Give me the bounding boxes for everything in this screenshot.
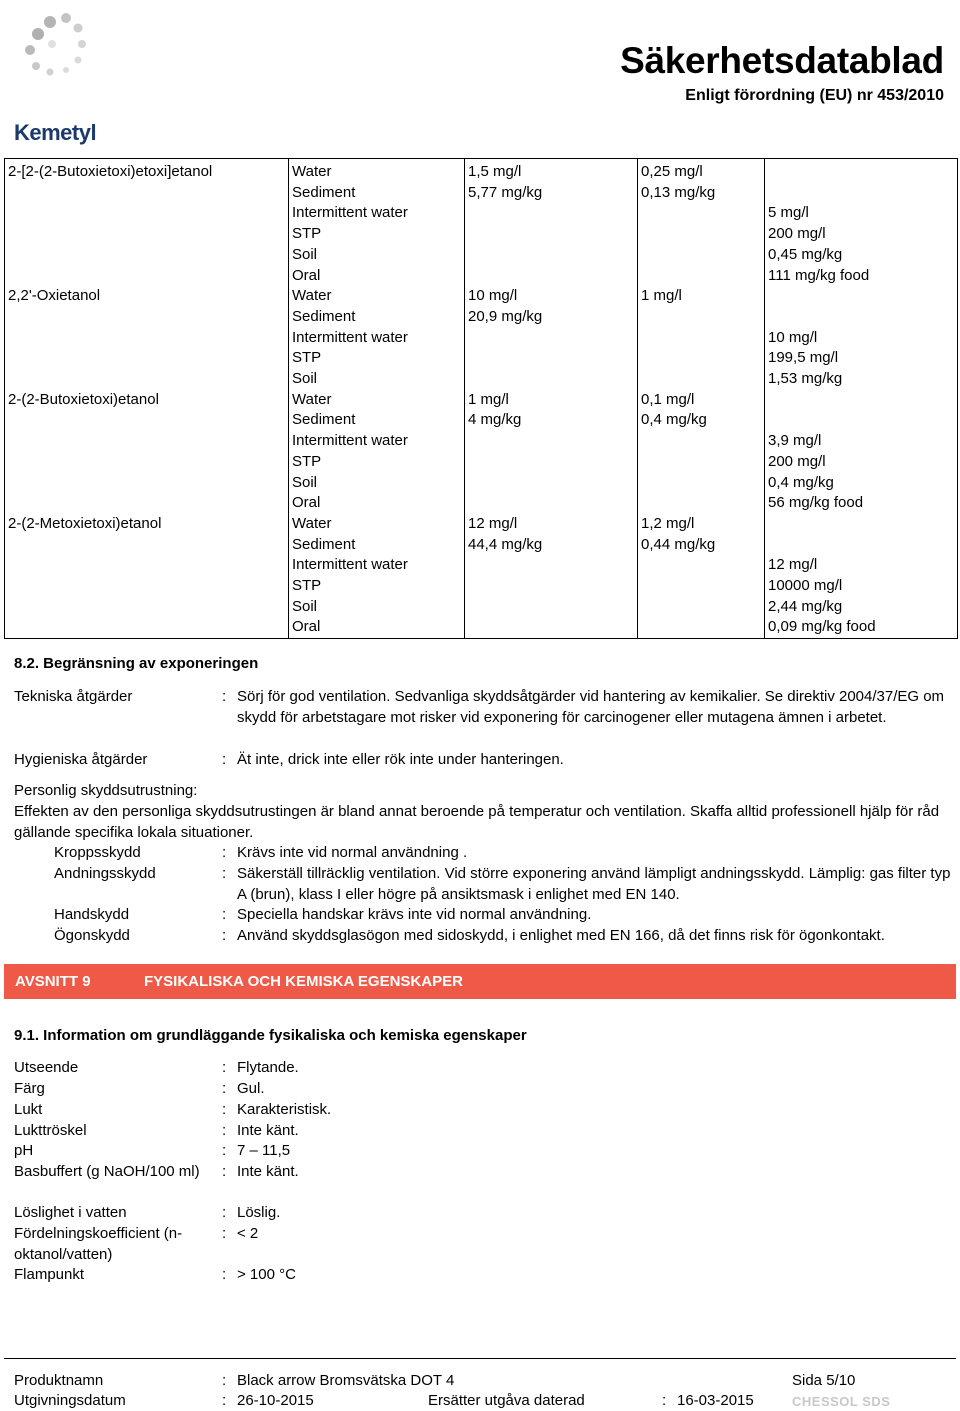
compartment-cell: Soil xyxy=(292,597,318,615)
table-row xyxy=(5,203,957,223)
colon: : xyxy=(662,1392,667,1409)
property-row xyxy=(14,1162,958,1203)
table-row xyxy=(5,286,957,306)
property-label: Lukt xyxy=(14,1101,43,1118)
product-name-value: Black arrow Bromsvätska DOT 4 xyxy=(237,1372,455,1389)
value-cell: 0,4 mg/kg xyxy=(641,411,707,429)
value-cell: 1,2 mg/l xyxy=(641,514,695,532)
body-protection-label: Kroppsskydd xyxy=(54,844,141,861)
property-value: Löslig. xyxy=(237,1204,281,1221)
substance-cell: 2-(2-Metoxietoxi)etanol xyxy=(8,514,162,532)
issue-date-value: 26-10-2015 xyxy=(237,1392,314,1409)
colon: : xyxy=(222,1392,227,1409)
property-row xyxy=(14,1141,958,1162)
property-label: pH xyxy=(14,1142,34,1159)
property-row xyxy=(14,1121,958,1142)
compartment-cell: STP xyxy=(292,225,322,243)
compartment-cell: Oral xyxy=(292,618,321,636)
colon: : xyxy=(222,1101,227,1118)
value-cell: 1 mg/l xyxy=(641,287,682,305)
colon: : xyxy=(222,751,227,768)
compartment-cell: Intermittent water xyxy=(292,204,408,222)
value-cell: 1 mg/l xyxy=(468,390,509,408)
technical-measures-value: Sörj för god ventilation. Sedvanliga skyddsåtgärder vid hantering av kemikalier. Se direktiv 2004/37/EG om skydd för arbetstagare mot risker vid exponering för carcinogener eller mutagena ämnen i arbetet. xyxy=(237,688,945,726)
property-label: Lukttröskel xyxy=(14,1122,87,1139)
value-cell: 1,5 mg/l xyxy=(468,163,522,180)
property-row xyxy=(14,1224,958,1265)
colon: : xyxy=(222,844,227,861)
compartment-cell: Sediment xyxy=(292,411,356,429)
compartment-cell: Oral xyxy=(292,494,321,512)
colon: : xyxy=(222,865,227,882)
value-cell: 3,9 mg/l xyxy=(768,432,822,450)
compartment-cell: Water xyxy=(292,163,332,180)
document-subtitle: Enligt förordning (EU) nr 453/2010 xyxy=(685,87,944,104)
value-cell: 0,44 mg/kg xyxy=(641,535,716,553)
value-cell: 10 mg/l xyxy=(468,287,518,305)
table-row xyxy=(5,617,957,637)
document-title: Säkerhetsdatablad xyxy=(620,40,944,81)
colon: : xyxy=(222,1122,227,1139)
table-row xyxy=(5,390,957,410)
compartment-cell: STP xyxy=(292,452,322,470)
colon: : xyxy=(222,688,227,705)
substance-cell: 2-(2-Butoxietoxi)etanol xyxy=(8,390,159,408)
value-cell: 0,25 mg/l xyxy=(641,163,703,180)
table-row xyxy=(5,493,957,513)
table-row xyxy=(5,348,957,368)
section-9-1-heading: 9.1. Information om grundläggande fysikaliska och kemiska egenskaper xyxy=(14,1027,527,1044)
property-value: Gul. xyxy=(237,1080,265,1097)
value-cell: 111 mg/kg food xyxy=(768,266,870,284)
section-9-bar xyxy=(4,964,956,999)
colon: : xyxy=(222,927,227,944)
body-protection-value: Krävs inte vid normal användning . xyxy=(237,844,468,861)
value-cell: 56 mg/kg food xyxy=(768,494,864,512)
colon: : xyxy=(222,1142,227,1159)
table-row xyxy=(5,473,957,493)
value-cell: 1,53 mg/kg xyxy=(768,370,843,387)
table-row xyxy=(5,245,957,265)
colon: : xyxy=(222,1080,227,1097)
value-cell: 2,44 mg/kg xyxy=(768,597,843,615)
brand-name: Kemetyl xyxy=(14,120,97,145)
property-row xyxy=(14,1058,958,1079)
value-cell: 0,1 mg/l xyxy=(641,390,695,408)
property-value: > 100 °C xyxy=(237,1266,296,1283)
property-row xyxy=(14,1265,958,1286)
table-row xyxy=(5,514,957,534)
table-row xyxy=(5,224,957,244)
table-row xyxy=(5,431,957,451)
colon: : xyxy=(222,1059,227,1076)
value-cell: 5 mg/l xyxy=(768,204,809,222)
compartment-cell: Water xyxy=(292,514,332,532)
compartment-cell: Intermittent water xyxy=(292,432,408,450)
value-cell: 200 mg/l xyxy=(768,225,826,243)
property-row xyxy=(14,1203,958,1224)
colon: : xyxy=(222,1204,227,1221)
value-cell: 0,13 mg/kg xyxy=(641,183,716,201)
section-8-2-heading: 8.2. Begränsning av exponeringen xyxy=(14,655,259,672)
value-cell: 10000 mg/l xyxy=(768,577,843,594)
compartment-cell: Sediment xyxy=(292,183,356,201)
eye-protection-label: Ögonskydd xyxy=(54,927,130,944)
property-value: Flytande. xyxy=(237,1059,299,1076)
property-value: 7 – 11,5 xyxy=(237,1142,291,1159)
table-row xyxy=(5,328,957,348)
value-cell: 12 mg/l xyxy=(768,556,818,574)
hygiene-measures-value: Ät inte, drick inte eller rök inte under hanteringen. xyxy=(237,751,564,768)
table-row xyxy=(5,307,957,327)
product-name-label: Produktnamn xyxy=(14,1372,104,1389)
technical-measures-label: Tekniska åtgärder xyxy=(14,688,133,705)
hand-protection-label: Handskydd xyxy=(54,906,130,923)
ppe-intro: Effekten av den personliga skyddsutrustingen är bland annat beroende på temperatur och ventilation. Skaffa alltid professionell hjälp för råd gällande specifika lokala situationer. xyxy=(14,803,940,841)
colon: : xyxy=(222,906,227,923)
table-row xyxy=(5,369,957,389)
eye-protection-value: Använd skyddsglasögon med sidoskydd, i enlighet med EN 166, då det finns risk för ögonkontakt. xyxy=(237,927,885,944)
table-row xyxy=(5,576,957,596)
replaces-date-value: 16-03-2015 xyxy=(677,1392,754,1409)
compartment-cell: Intermittent water xyxy=(292,556,408,574)
value-cell: 20,9 mg/kg xyxy=(468,307,543,325)
value-cell: 0,4 mg/kg xyxy=(768,473,834,491)
value-cell: 200 mg/l xyxy=(768,452,826,470)
compartment-cell: Water xyxy=(292,390,332,408)
table-row xyxy=(5,535,957,555)
replaces-label: Ersätter utgåva daterad xyxy=(428,1392,585,1409)
colon: : xyxy=(222,1372,227,1389)
chessol-brand: CHESSOL SDS xyxy=(792,1394,891,1409)
colon: : xyxy=(222,1225,227,1242)
compartment-cell: Sediment xyxy=(292,535,356,553)
property-value: Karakteristisk. xyxy=(237,1101,332,1118)
compartment-cell: Water xyxy=(292,287,332,305)
hygiene-measures-label: Hygieniska åtgärder xyxy=(14,751,148,768)
compartment-cell: Soil xyxy=(292,370,318,387)
value-cell: 5,77 mg/kg xyxy=(468,183,543,201)
property-label: Flampunkt xyxy=(14,1266,85,1283)
compartment-cell: Oral xyxy=(292,266,321,284)
table-row xyxy=(5,162,957,182)
value-cell: 4 mg/kg xyxy=(468,411,522,429)
pnec-table xyxy=(4,158,958,639)
property-value: Inte känt. xyxy=(237,1163,299,1180)
issue-date-label: Utgivningsdatum xyxy=(14,1392,126,1409)
property-label: Färg xyxy=(14,1080,45,1097)
colon: : xyxy=(222,1163,227,1180)
property-value: < 2 xyxy=(237,1225,259,1242)
value-cell: 44,4 mg/kg xyxy=(468,535,543,553)
table-row xyxy=(5,183,957,203)
value-cell: 0,45 mg/kg xyxy=(768,245,843,263)
respiratory-protection-value: Säkerställ tillräcklig ventilation. Vid större exponering använd lämpligt andningsskydd. Lämplig: gas filter typ A (brun), klass I eller högre på ansiktsmask i enlighet med EN 140. xyxy=(237,865,951,903)
table-row xyxy=(5,452,957,472)
ppe-heading: Personlig skyddsutrustning: xyxy=(14,782,198,799)
compartment-cell: Intermittent water xyxy=(292,328,408,346)
substance-cell: 2,2'-Oxietanol xyxy=(8,287,101,305)
compartment-cell: STP xyxy=(292,577,322,594)
value-cell: 0,09 mg/kg food xyxy=(768,618,876,636)
section-9-number: AVSNITT 9 xyxy=(15,973,91,990)
kemetyl-logo xyxy=(10,8,120,145)
logo-dots-icon xyxy=(20,8,90,78)
property-label: Utseende xyxy=(14,1059,79,1076)
value-cell: 199,5 mg/l xyxy=(768,349,839,367)
value-cell: 12 mg/l xyxy=(468,514,518,532)
colon: : xyxy=(222,1266,227,1283)
compartment-cell: Soil xyxy=(292,245,318,263)
technical-measures-row xyxy=(14,687,958,749)
property-row xyxy=(14,1100,958,1121)
table-row xyxy=(5,410,957,430)
page-number: Sida 5/10 xyxy=(792,1372,856,1389)
property-label: Löslighet i vatten xyxy=(14,1204,127,1221)
compartment-cell: Sediment xyxy=(292,307,356,325)
compartment-cell: Soil xyxy=(292,473,318,491)
property-label: Fördelningskoefficient (n-oktanol/vatten) xyxy=(14,1225,183,1263)
property-value: Inte känt. xyxy=(237,1122,299,1139)
table-row xyxy=(5,597,957,617)
footer-divider xyxy=(4,1358,956,1359)
property-row xyxy=(14,1079,958,1100)
value-cell: 10 mg/l xyxy=(768,328,818,346)
property-label: Basbuffert (g NaOH/100 ml) xyxy=(14,1163,200,1180)
substance-cell: 2-[2-(2-Butoxietoxi)etoxi]etanol xyxy=(8,163,213,180)
table-row xyxy=(5,555,957,575)
compartment-cell: STP xyxy=(292,349,322,367)
hand-protection-value: Speciella handskar krävs inte vid normal användning. xyxy=(237,906,592,923)
section-9-title: FYSIKALISKA OCH KEMISKA EGENSKAPER xyxy=(144,973,463,990)
table-row xyxy=(5,266,957,286)
respiratory-protection-label: Andningsskydd xyxy=(54,865,156,882)
